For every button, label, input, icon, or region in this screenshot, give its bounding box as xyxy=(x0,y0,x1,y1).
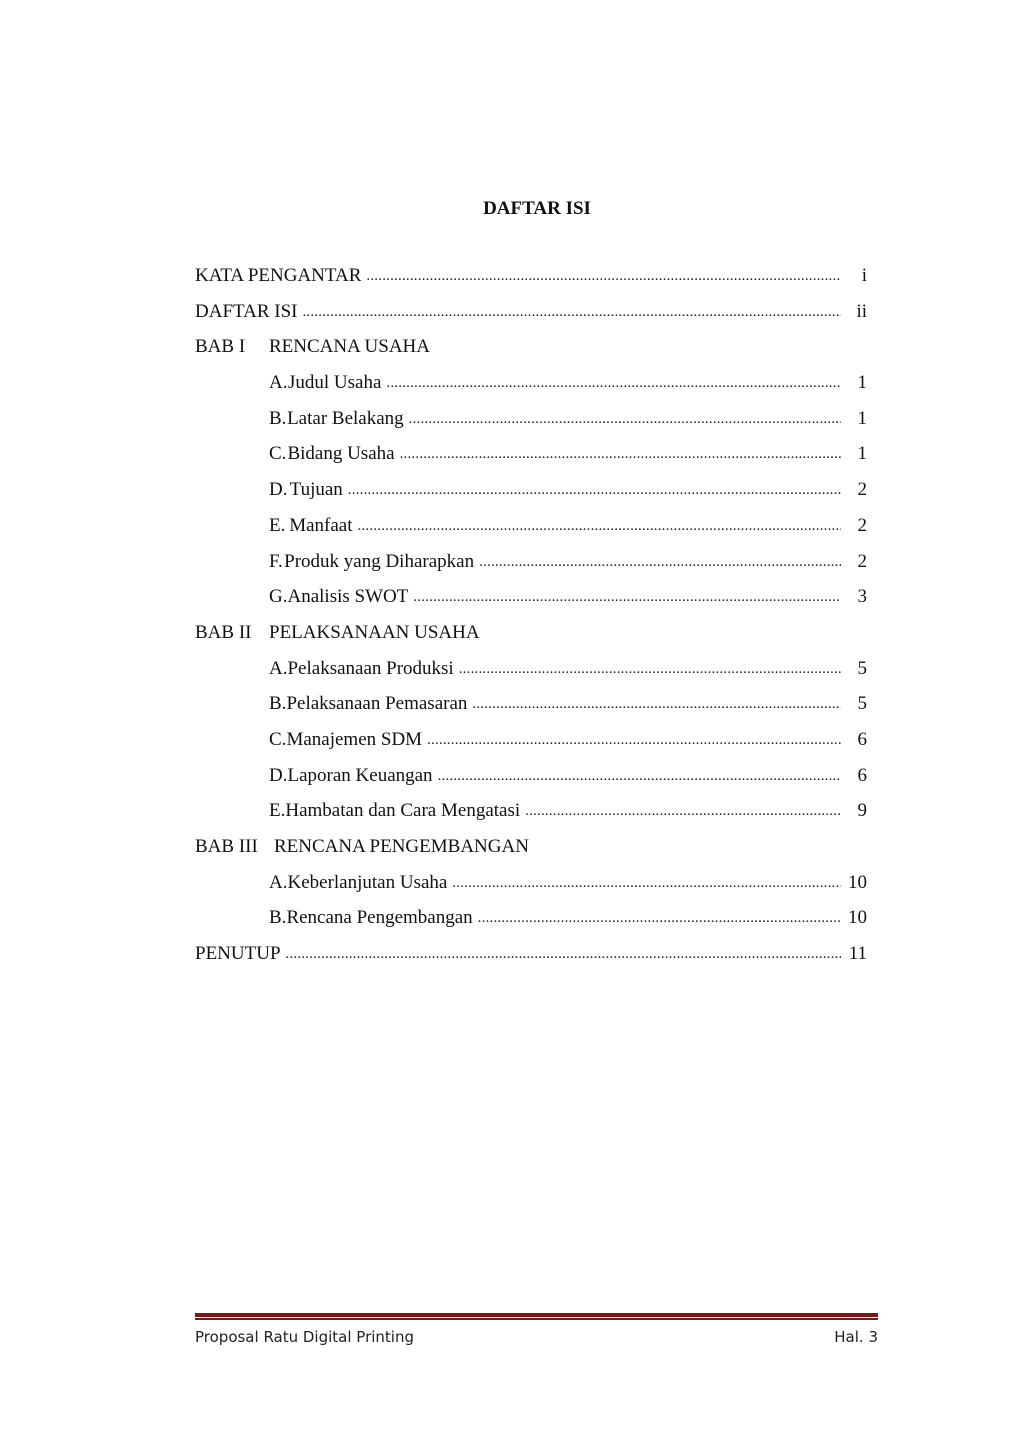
toc-page-number: 11 xyxy=(848,943,867,965)
toc-subentry[interactable] xyxy=(195,871,867,907)
subentry-letter: C. xyxy=(269,728,287,750)
toc-page-number: 6 xyxy=(857,728,867,750)
subentry-letter: E. xyxy=(269,514,286,536)
dot-leader xyxy=(348,478,841,502)
toc-subentry[interactable] xyxy=(195,657,867,693)
dot-leader xyxy=(525,799,841,823)
footer-document-title: Proposal Ratu Digital Printing xyxy=(195,1328,414,1346)
toc-entry-label: DAFTAR ISI xyxy=(195,300,298,322)
chapter-number: BAB II xyxy=(195,621,252,643)
dot-leader xyxy=(400,442,841,466)
chapter-number: BAB I xyxy=(195,336,246,358)
toc-entry-label: Latar Belakang xyxy=(287,407,404,429)
toc-page-number: 1 xyxy=(857,372,867,394)
subentry-letter: B. xyxy=(269,693,287,715)
dot-leader xyxy=(478,906,841,930)
toc-page-number: 1 xyxy=(857,407,867,429)
footer-rule xyxy=(195,1313,878,1320)
footer-rule-thick xyxy=(195,1313,878,1317)
toc-subentry[interactable] xyxy=(195,764,867,800)
toc-subentry[interactable] xyxy=(195,371,867,407)
toc-entry-penutup[interactable] xyxy=(195,942,867,978)
toc-page-number: 9 xyxy=(857,800,867,822)
footer-page-number: Hal. 3 xyxy=(834,1328,878,1346)
dot-leader xyxy=(438,764,841,788)
toc-page-number: 10 xyxy=(848,871,867,893)
toc-page-number: 2 xyxy=(857,514,867,536)
toc-page-number: ii xyxy=(856,300,867,322)
footer-rule-thin xyxy=(195,1318,878,1320)
dot-leader xyxy=(472,692,841,716)
toc-chapter-bab-1[interactable] xyxy=(195,335,867,371)
toc-entry-label: Tujuan xyxy=(289,479,343,501)
toc-subentry[interactable] xyxy=(195,585,867,621)
dot-leader xyxy=(452,871,841,895)
toc-entry-label: Laporan Keuangan xyxy=(287,764,433,786)
dot-leader xyxy=(409,407,841,431)
toc-entry-label: Analisis SWOT xyxy=(287,586,409,608)
subentry-letter: B. xyxy=(269,407,287,429)
toc-page-number: 10 xyxy=(848,907,867,929)
toc-page-number: 1 xyxy=(857,443,867,465)
toc-entry-label: Produk yang Diharapkan xyxy=(284,550,475,572)
toc-chapter-bab-2[interactable] xyxy=(195,621,867,657)
toc-page-number: 5 xyxy=(857,657,867,679)
dot-leader xyxy=(286,942,841,966)
dot-leader xyxy=(366,264,841,288)
subentry-letter: D. xyxy=(269,764,288,786)
toc-entry-label: Keberlanjutan Usaha xyxy=(287,871,448,893)
toc-subentry[interactable] xyxy=(195,478,867,514)
toc-entry-label: Pelaksanaan Produksi xyxy=(287,657,454,679)
toc-subentry[interactable] xyxy=(195,692,867,728)
toc-entry-label: Manajemen SDM xyxy=(286,728,423,750)
dot-leader xyxy=(427,728,841,752)
subentry-letter: C. xyxy=(269,443,287,465)
toc-subentry[interactable] xyxy=(195,906,867,942)
toc-page-number: i xyxy=(861,265,867,286)
toc-subentry[interactable] xyxy=(195,799,867,835)
toc-subentry[interactable] xyxy=(195,442,867,478)
toc-entry-label: Hambatan dan Cara Mengatasi xyxy=(285,800,521,822)
dot-leader xyxy=(386,371,841,395)
toc-page-number: 2 xyxy=(857,550,867,572)
dot-leader xyxy=(459,657,841,681)
table-of-contents xyxy=(195,264,867,978)
dot-leader xyxy=(479,550,841,574)
chapter-title: RENCANA USAHA xyxy=(269,336,430,358)
subentry-letter: G. xyxy=(269,586,288,608)
subentry-letter: A. xyxy=(269,871,288,893)
dot-leader xyxy=(302,300,841,324)
toc-subentry[interactable] xyxy=(195,514,867,550)
toc-chapter-bab-3[interactable] xyxy=(195,835,867,871)
chapter-title: PELAKSANAAN USAHA xyxy=(269,621,480,643)
toc-entry-label: PENUTUP xyxy=(195,943,281,965)
toc-subentry[interactable] xyxy=(195,728,867,764)
toc-entry-label: Manfaat xyxy=(289,514,353,536)
subentry-letter: B. xyxy=(269,907,287,929)
toc-entry-kata-pengantar[interactable] xyxy=(195,264,867,300)
toc-subentry[interactable] xyxy=(195,407,867,443)
subentry-letter: E. xyxy=(269,800,286,822)
chapter-title: RENCANA PENGEMBANGAN xyxy=(274,836,529,857)
toc-entry-label: Rencana Pengembangan xyxy=(286,907,473,929)
subentry-letter: A. xyxy=(269,372,288,394)
subentry-letter: F. xyxy=(269,550,283,572)
toc-page-number: 5 xyxy=(857,693,867,715)
subentry-letter: A. xyxy=(269,657,288,679)
subentry-letter: D. xyxy=(269,479,288,501)
toc-entry-label: KATA PENGANTAR xyxy=(195,265,362,286)
toc-entry-label: Pelaksanaan Pemasaran xyxy=(286,693,468,715)
toc-page-number: 6 xyxy=(857,764,867,786)
toc-entry-daftar-isi[interactable] xyxy=(195,300,867,336)
toc-page-number: 2 xyxy=(857,479,867,501)
toc-entry-label: Judul Usaha xyxy=(288,372,382,394)
page-title: DAFTAR ISI xyxy=(483,198,591,219)
toc-entry-label: Bidang Usaha xyxy=(287,443,395,465)
dot-leader xyxy=(358,514,841,538)
toc-page-number: 3 xyxy=(857,586,867,608)
chapter-number: BAB III xyxy=(195,836,258,857)
toc-subentry[interactable] xyxy=(195,550,867,586)
dot-leader xyxy=(413,585,841,609)
